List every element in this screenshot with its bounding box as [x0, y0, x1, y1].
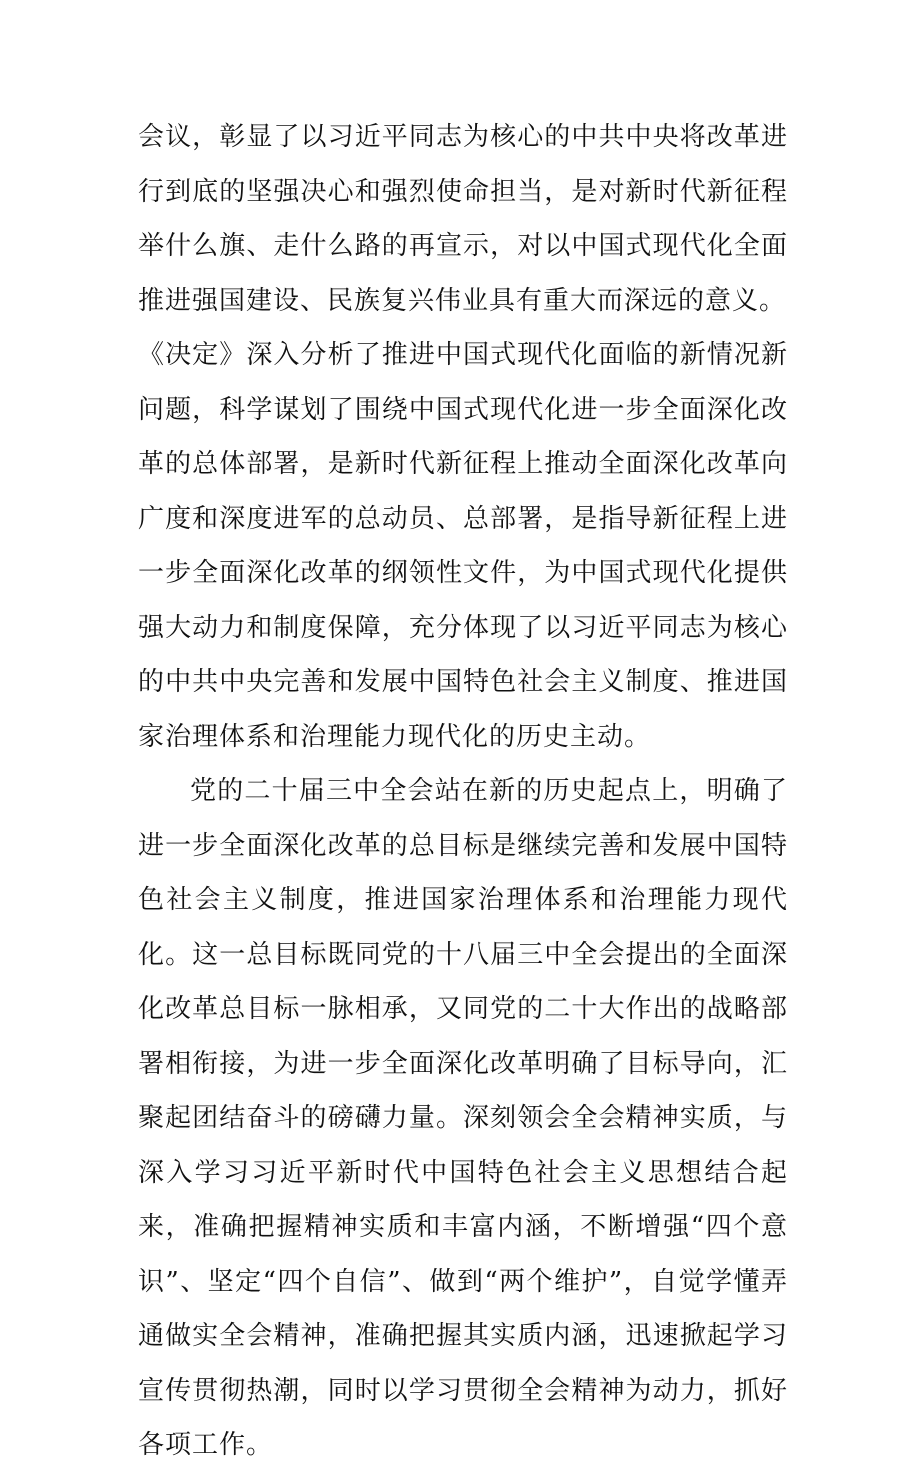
paragraph-2: 《决定》深入分析了推进中国式现代化面临的新情况新问题，科学谋划了围绕中国式现代化进一步全面深化改革的总体部署，是新时代新征程上推动全面深化改革向广度和深度进军的总动员、总部署，是指导新征程上进一步全面深化改革的纲领性文件，为中国式现代化提供强大动力和制度保障，充分体现了以习近平同志为核心的中共中央完善和发展中国特色社会主义制度、推进国家治理体系和治理能力现代化的历史主动。	[138, 340, 788, 752]
paragraph-1: 会议，彰显了以习近平同志为核心的中共中央将改革进行到底的坚强决心和强烈使命担当，是对新时代新征程举什么旗、走什么路的再宣示，对以中国式现代化全面推进强国建设、民族复兴伟业具有重大而深远的意义。	[138, 122, 788, 316]
document-body	[138, 110, 788, 1473]
paragraph-3: 党的二十届三中全会站在新的历史起点上，明确了进一步全面深化改革的总目标是继续完善和发展中国特色社会主义制度，推进国家治理体系和治理能力现代化。这一总目标既同党的十八届三中全会提出的全面深化改革总目标一脉相承，又同党的二十大作出的战略部署相衔接，为进一步全面深化改革明确了目标导向，汇聚起团结奋斗的磅礴力量。深刻领会全会精神实质，与深入学习习近平新时代中国特色社会主义思想结合起来，准确把握精神实质和丰富内涵，不断增强“四个意识”、坚定“四个自信”、做到“两个维护”，自觉学懂弄通做实全会精神，准确把握其实质内涵，迅速掀起学习宣传贯彻热潮，同时以学习贯彻全会精神为动力，抓好各项工作。	[138, 776, 788, 1460]
